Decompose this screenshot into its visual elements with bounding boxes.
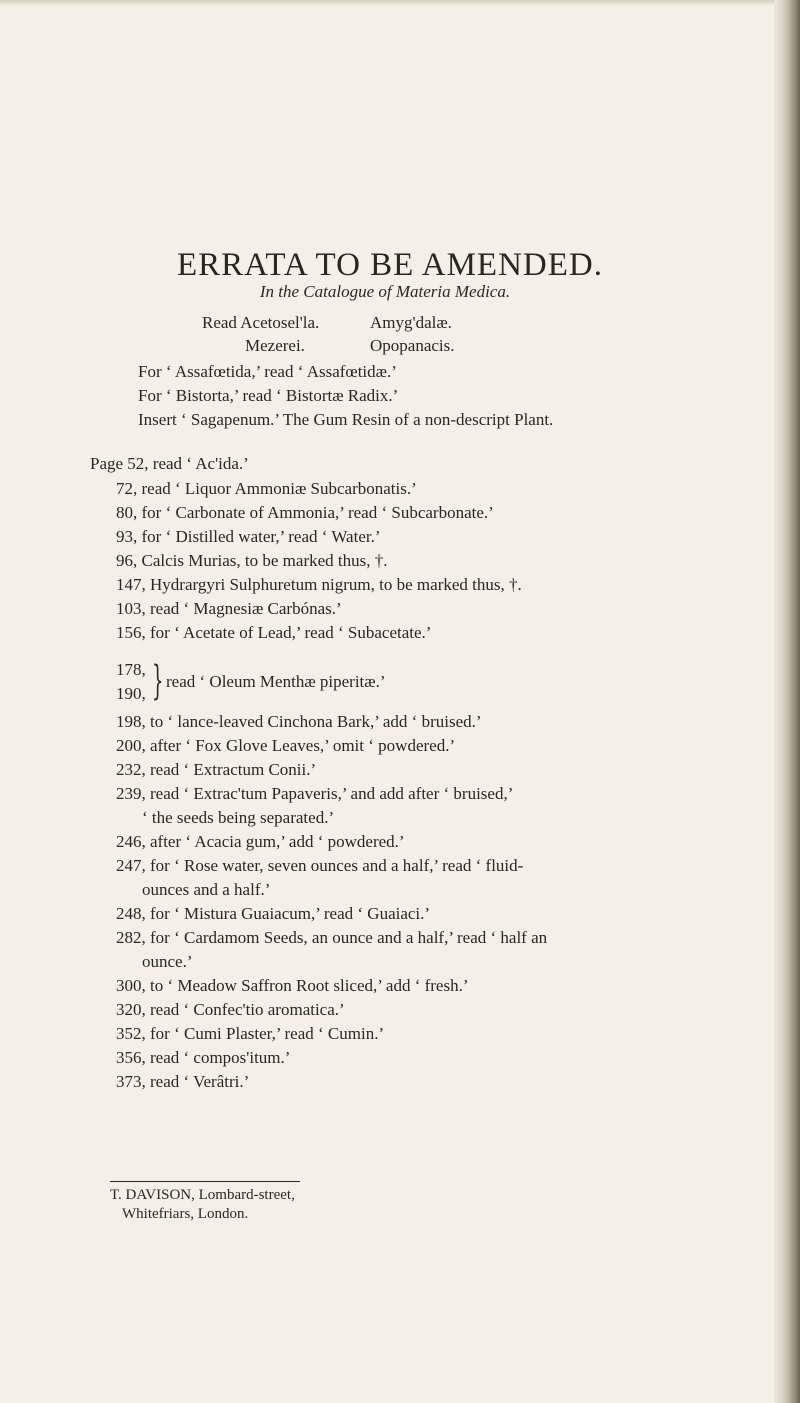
errata-entry-continuation: ounce.’ [142,952,193,971]
errata-entry: 80, for ‘ Carbonate of Ammonia,’ read ‘ Subcarbonate.’ [116,503,494,522]
errata-entry: 248, for ‘ Mistura Guaiacum,’ read ‘ Guaiaci.’ [116,904,431,923]
brace-entry-number: 178, [116,660,146,679]
errata-entry: 356, read ‘ compos'itum.’ [116,1048,291,1067]
errata-entry: 373, read ‘ Verâtri.’ [116,1072,250,1091]
errata-entry: 72, read ‘ Liquor Ammoniæ Subcarbonatis.’ [116,479,417,498]
brace-entry-text: read ‘ Oleum Menthæ piperitæ.’ [166,672,386,691]
catalogue-read-left: Mezerei. [245,336,305,355]
errata-entry-continuation: ounces and a half.’ [142,880,271,899]
catalogue-line: Insert ‘ Sagapenum.’ The Gum Resin of a non-descript Plant. [138,410,554,429]
brace-entry [116,660,516,704]
imprint-rule [110,1181,300,1182]
errata-entry-continuation: ‘ the seeds being separated.’ [142,808,335,827]
catalogue-read-left: Read Acetosel'la. [202,313,320,332]
errata-entry: 198, to ‘ lance-leaved Cinchona Bark,’ add ‘ bruised.’ [116,712,482,731]
errata-entry: 200, after ‘ Fox Glove Leaves,’ omit ‘ powdered.’ [116,736,456,755]
errata-entry: 96, Calcis Murias, to be marked thus, †. [116,551,388,570]
catalogue-read-row [202,313,452,333]
catalogue-read-right: Amyg'dalæ. [370,313,452,332]
errata-entry: 300, to ‘ Meadow Saffron Root sliced,’ add ‘ fresh.’ [116,976,469,995]
errata-entry: 352, for ‘ Cumi Plaster,’ read ‘ Cumin.’ [116,1024,385,1043]
errata-title: ERRATA TO BE AMENDED. [176,247,603,284]
catalogue-read-right: Opopanacis. [370,336,455,355]
errata-entry: 239, read ‘ Extrac'tum Papaveris,’ and add after ‘ bruised,’ [116,784,514,803]
errata-entry: 320, read ‘ Confec'tio aromatica.’ [116,1000,345,1019]
page-top-shadow [0,0,800,6]
errata-entry: 93, for ‘ Distilled water,’ read ‘ Water.’ [116,527,381,546]
errata-entry: 103, read ‘ Magnesiæ Carbónas.’ [116,599,342,618]
errata-entry: 246, after ‘ Acacia gum,’ add ‘ powdered.’ [116,832,405,851]
errata-subtitle: In the Catalogue of Materia Medica. [259,282,511,301]
errata-entry: Page 52, read ‘ Ac'ida.’ [90,454,249,473]
errata-entry: 147, Hydrargyri Sulphuretum nigrum, to be marked thus, †. [116,575,522,594]
errata-entry: 232, read ‘ Extractum Conii.’ [116,760,317,779]
printer-name: T. DAVISON, Lombard-street, [110,1187,295,1203]
catalogue-read-row [245,336,455,356]
curly-brace-icon: } [152,658,164,704]
catalogue-line: For ‘ Bistorta,’ read ‘ Bistortæ Radix.’ [138,386,399,405]
page-binding-edge [774,0,800,1403]
printer-address: Whitefriars, London. [122,1206,249,1222]
printer-imprint [110,1186,295,1224]
catalogue-line: For ‘ Assafœtida,’ read ‘ Assafœtidæ.’ [138,362,397,381]
errata-entry: 247, for ‘ Rose water, seven ounces and a half,’ read ‘ fluid- [116,856,524,875]
errata-entry: 156, for ‘ Acetate of Lead,’ read ‘ Subacetate.’ [116,623,432,642]
errata-entry: 282, for ‘ Cardamom Seeds, an ounce and a half,’ read ‘ half an [116,928,548,947]
brace-entry-number: 190, [116,684,146,703]
